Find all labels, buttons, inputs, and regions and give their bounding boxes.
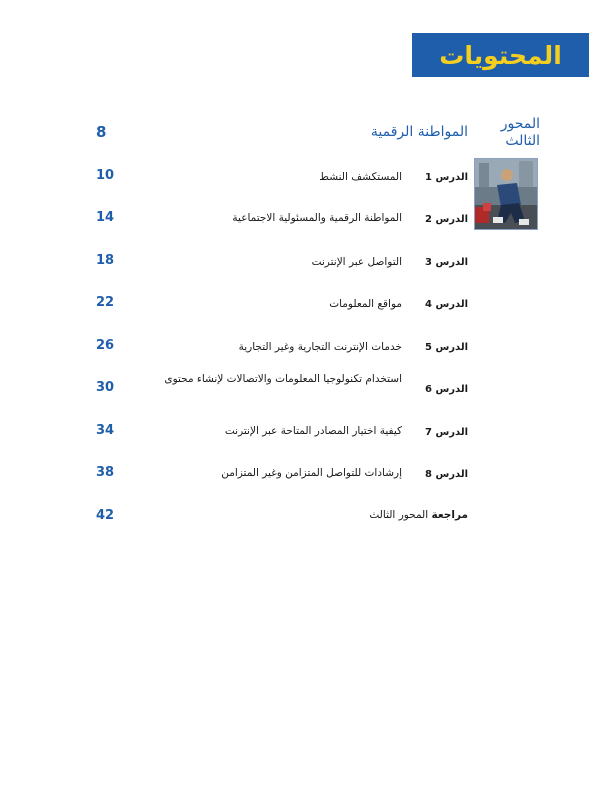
review-page-number: 42 xyxy=(96,508,115,523)
lesson-title[interactable]: كيفية اختيار المصادر المتاحة عبر الإنترنت xyxy=(224,425,402,437)
lesson-number: الدرس 4 xyxy=(425,299,468,310)
unit-label: المحور الثالث xyxy=(500,116,540,149)
lesson-title[interactable]: التواصل عبر الإنترنت xyxy=(311,256,402,268)
person-kneeling-photo-icon xyxy=(475,159,537,229)
lesson-page-number: 22 xyxy=(96,295,115,310)
review-unit-name: المحور الثالث xyxy=(369,509,429,521)
unit-title[interactable]: المواطنة الرقمية xyxy=(370,124,468,140)
lesson-number: الدرس 2 xyxy=(425,214,468,225)
lesson-number: الدرس 6 xyxy=(425,384,468,395)
lesson-number: الدرس 5 xyxy=(425,342,468,353)
lesson-page-number: 30 xyxy=(96,380,115,395)
unit-review-entry[interactable] xyxy=(300,509,468,521)
lesson-number: الدرس 8 xyxy=(425,469,468,480)
lesson-title[interactable]: مواقع المعلومات xyxy=(329,298,402,310)
contents-header-banner xyxy=(412,33,589,77)
lesson-number: الدرس 1 xyxy=(425,172,468,183)
lesson-number: الدرس 7 xyxy=(425,427,468,438)
lesson-page-number: 18 xyxy=(96,253,115,268)
lesson-page-number: 26 xyxy=(96,338,115,353)
lesson-title[interactable]: خدمات الإنترنت التجارية وغير التجارية xyxy=(238,341,402,353)
lesson-title[interactable]: المواطنة الرقمية والمسئولية الاجتماعية xyxy=(232,212,402,224)
unit-page-number: 8 xyxy=(96,123,107,141)
page-title: المحتويات xyxy=(439,40,562,70)
lesson-title[interactable]: إرشادات للتواصل المتزامن وغير المتزامن xyxy=(221,467,402,479)
lesson-page-number: 10 xyxy=(96,168,115,183)
lesson-number: الدرس 3 xyxy=(425,257,468,268)
lesson-title[interactable]: استخدام تكنولوجيا المعلومات والاتصالات لإنشاء محتوى xyxy=(164,373,402,385)
unit-photo xyxy=(474,158,538,230)
review-label: مراجعة xyxy=(431,509,468,521)
lesson-title[interactable]: المستكشف النشط xyxy=(319,171,402,183)
lesson-page-number: 38 xyxy=(96,465,115,480)
lesson-page-number: 14 xyxy=(96,210,115,225)
lesson-page-number: 34 xyxy=(96,423,115,438)
